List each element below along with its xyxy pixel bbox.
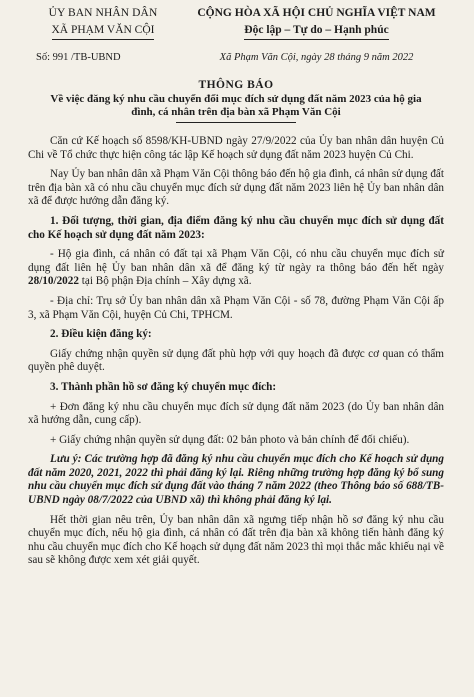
section-3-item-b: + Giấy chứng nhận quyền sử dụng đất: 02 bản photo và bản chính để đối chiếu). — [50, 433, 410, 446]
section-3-heading: 3. Thành phần hồ sơ đăng ký chuyển mục đích: — [50, 380, 277, 393]
agency-line-2: XÃ PHẠM VĂN CỘI — [52, 24, 155, 40]
agency-line-1: ỦY BAN NHÂN DÂN — [48, 7, 158, 19]
paragraph-basis: Căn cứ Kế hoạch số 8598/KH-UBND ngày 27/9/2022 của Ủy ban nhân dân huyện Củ Chi về Tổ chức thực hiện công tác lập Kế hoạch sử dụng đất năm 2023 huyện Củ Chi. — [28, 135, 444, 161]
place-date: Xã Phạm Văn Cội, ngày 28 tháng 9 năm 2022 — [219, 52, 414, 63]
section-1-item-a-text-end: tại Bộ phận Địa chính – Xây dựng xã. — [78, 275, 252, 288]
section-1-item-a-text: - Hộ gia đình, cá nhân có đất tại xã Phạm Văn Cội, có nhu cầu chuyển mục đích sử dụng đất liên hệ Ủy ban nhân dân xã để đăng ký từ ngày ra thông báo đến hết ngày — [28, 248, 444, 274]
document-body — [28, 135, 444, 568]
nation-name: CỘNG HÒA XÃ HỘI CHỦ NGHĨA VIỆT NAM — [197, 7, 436, 19]
issuing-agency-block — [28, 6, 178, 63]
closing-paragraph: Hết thời gian nêu trên, Ủy ban nhân dân xã ngưng tiếp nhận hồ sơ đăng ký nhu cầu chuyển mục đích, nếu hộ gia đình, cá nhân có đất trên địa bàn xã không tiến hành đăng ký nhu cầu chuyển mục đích cho Kế hoạch sử dụng đất năm 2023 thì mọi thắc mắc khiếu nại về sau sẽ không được xem xét giải quyết. — [28, 513, 444, 567]
document-header — [28, 6, 444, 63]
section-1-item-a — [28, 248, 444, 289]
national-motto-block — [189, 6, 444, 63]
document-number: Số: 991 /TB-UBND — [36, 52, 121, 63]
section-1-item-b: - Địa chỉ: Trụ sở Ủy ban nhân dân xã Phạm Văn Cội - số 78, đường Phạm Văn Cội ấp 3, xã Phạm Văn Cội, huyện Củ Chi, TPHCM. — [28, 294, 444, 321]
section-1-heading: 1. Đối tượng, thời gian, địa điểm đăng ký nhu cầu chuyển mục đích sử dụng đất cho Kế hoạch sử dụng đất năm 2023: — [28, 214, 444, 241]
national-motto: Độc lập – Tự do – Hạnh phúc — [244, 24, 388, 40]
note-paragraph: Lưu ý: Các trường hợp đã đăng ký nhu cầu chuyển mục đích cho Kế hoạch sử dụng đất năm 2020, 2021, 2022 thì phải đăng ký lại. Riêng những trường hợp đăng ký bổ sung nhu cầu chuyển mục đích sử dụng đất vào tháng 7 năm 2022 (theo Thông báo số 688/TB-UBND ngày 08/7/2022 của UBND xã) thì không phải đăng ký lại. — [28, 453, 444, 507]
document-title: THÔNG BÁO — [198, 79, 274, 91]
paragraph-announcement: Nay Ủy ban nhân dân xã Phạm Văn Cội thông báo đến hộ gia đình, cá nhân sử dụng đất trên địa bàn xã có nhu cầu chuyển mục đích sử dụng đất năm 2023 liên hệ Ủy ban nhân dân xã để được hướng dẫn đăng ký. — [28, 168, 444, 208]
section-2-heading: 2. Điều kiện đăng ký: — [50, 328, 152, 341]
section-2-text: Giấy chứng nhận quyền sử dụng đất phù hợp với quy hoạch đã được cơ quan có thẩm quyền phê duyệt. — [28, 347, 444, 374]
subject-underline — [176, 122, 296, 123]
deadline-date: 28/10/2022 — [28, 275, 79, 288]
section-3-item-a: + Đơn đăng ký nhu cầu chuyển mục đích sử dụng đất năm 2023 (do Ủy ban nhân dân xã hướng dẫn, cung cấp). — [28, 400, 444, 427]
document-subject: Về việc đăng ký nhu cầu chuyển đổi mục đích sử dụng đất năm 2023 của hộ gia đình, cá nhân trên địa bàn xã Phạm Văn Cội — [50, 93, 422, 118]
